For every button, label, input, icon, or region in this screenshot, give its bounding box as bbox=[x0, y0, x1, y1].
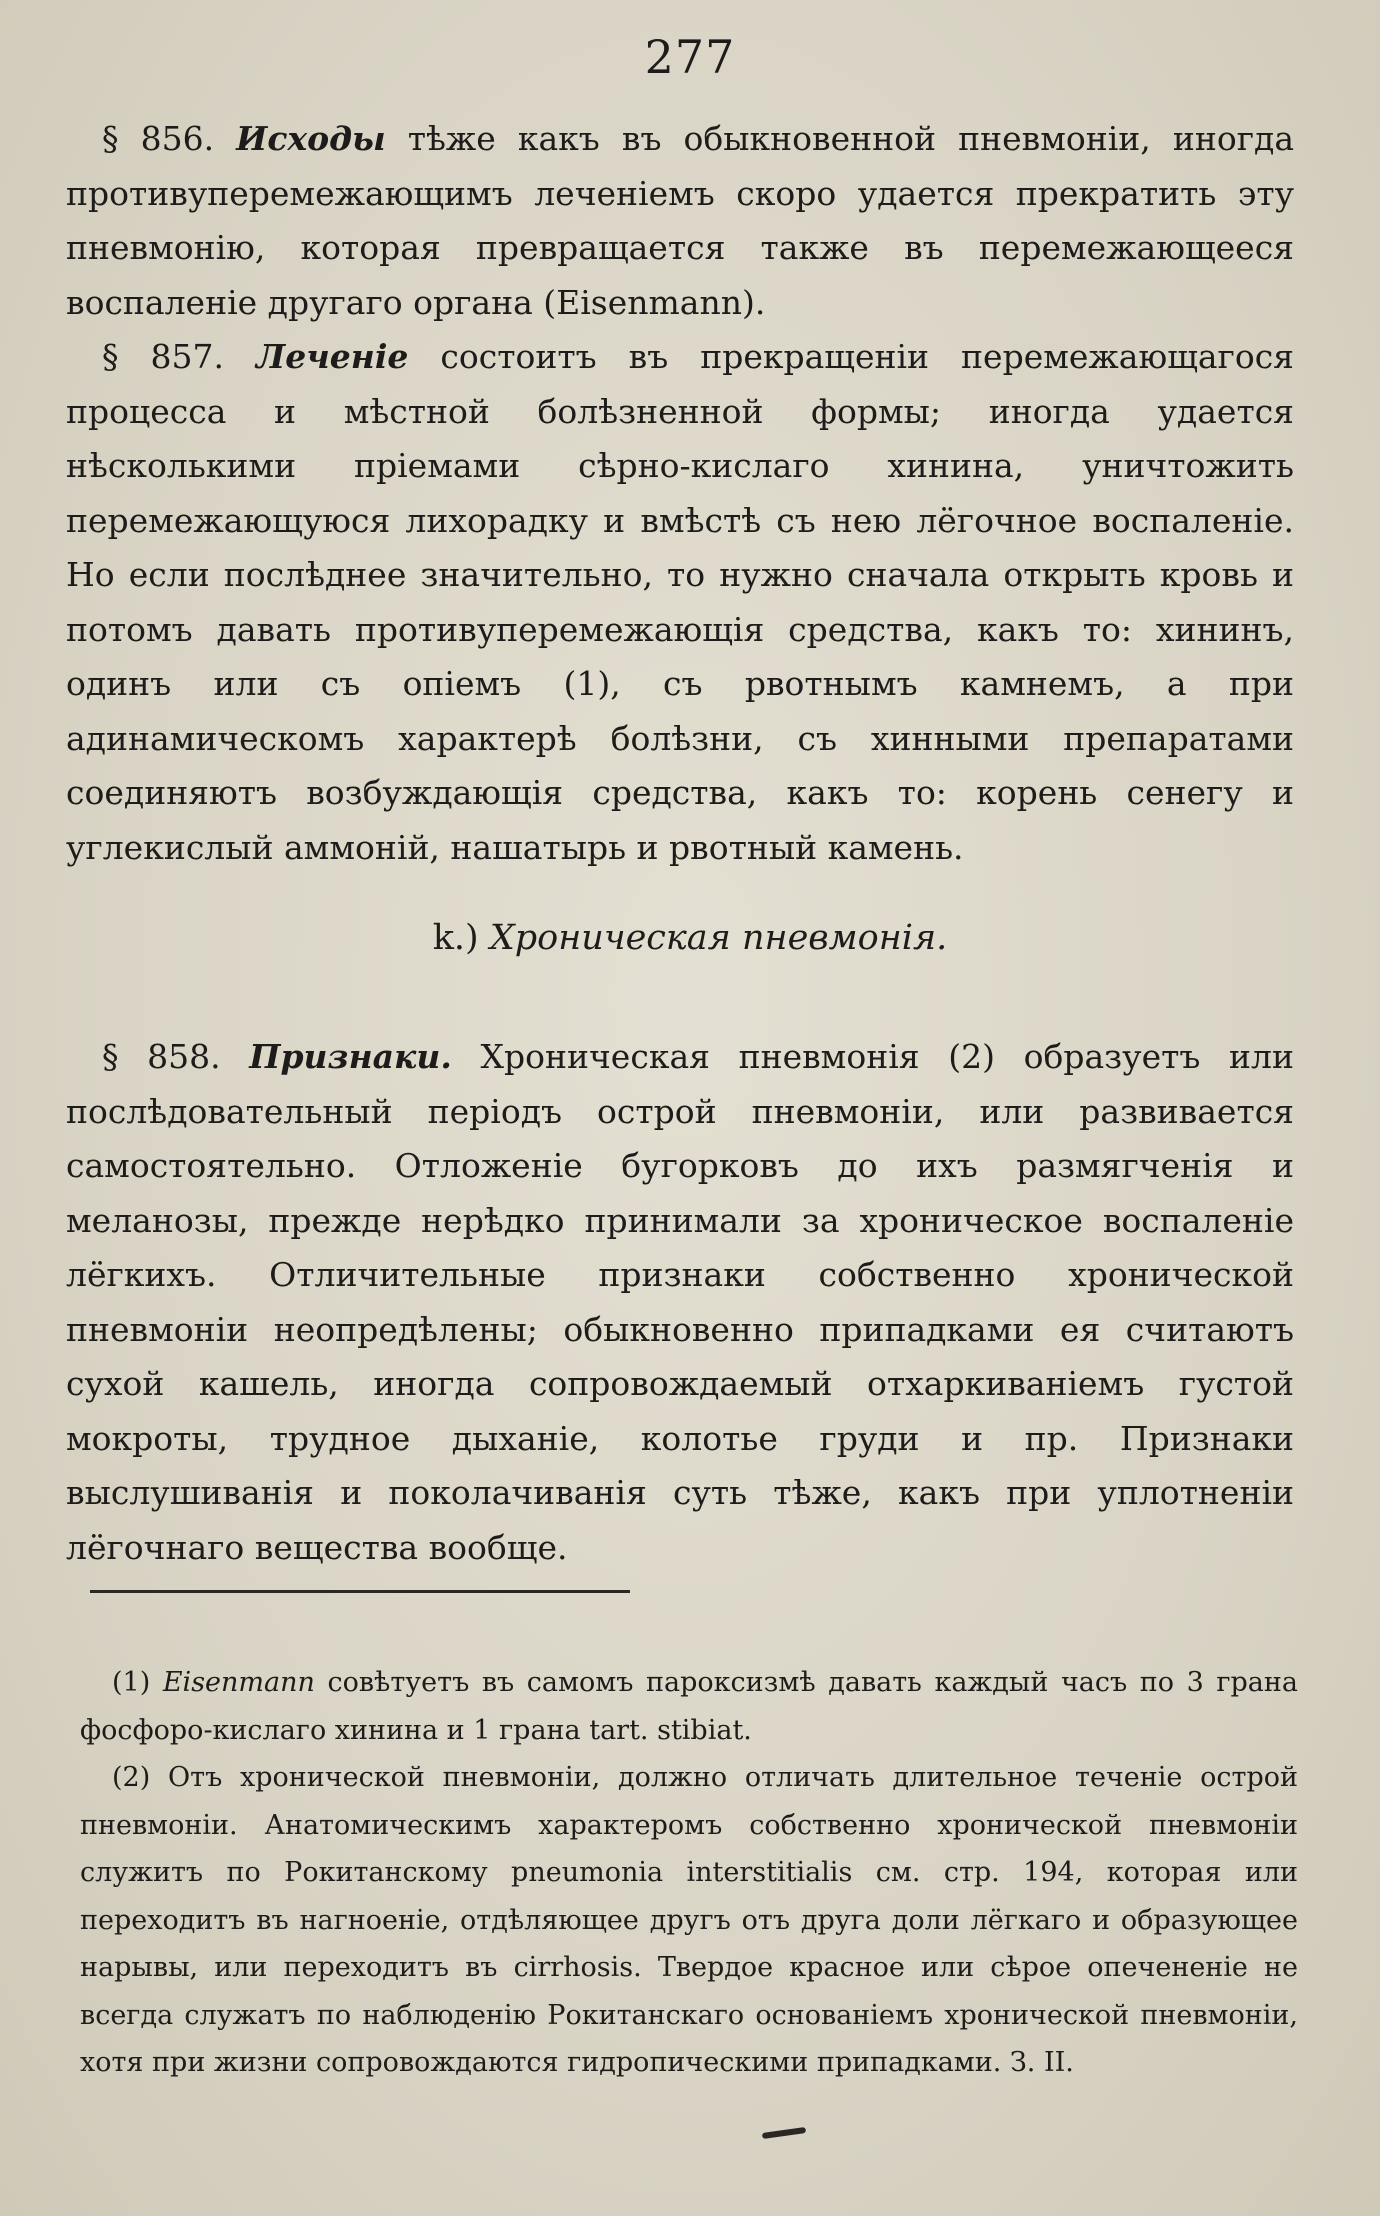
footnote-author: Eisenmann bbox=[162, 1667, 315, 1698]
footnote-marker: (1) bbox=[112, 1667, 151, 1698]
paragraph-text: Хроническая пневмонія (2) образуетъ или послѣдовательный періодъ острой пневмоніи, или развивается самостоятельно. Отложеніе бугорковъ до ихъ размягченія и меланозы, прежде нерѣдко принимали за хроническое воспаленіе лёгкихъ. Отличительные признаки собственно хронической пневмоніи неопредѣлены; обыкновенно припадками ея считаютъ сухой кашель, иногда сопровождаемый отхаркиваніемъ густой мокроты, трудное дыханіе, колотье груди и пр. Признаки выслушиванія и поколачиванія суть тѣже, какъ при уплотненіи лёгочнаго вещества вообще. bbox=[66, 1037, 1294, 1567]
section-keyword: Леченіе bbox=[256, 337, 409, 376]
chapter-heading bbox=[0, 918, 1380, 958]
paragraph-text: тѣже какъ въ обыкновенной пневмоніи, иногда противуперемежающимъ леченіемъ скоро удается прекратить эту пневмонію, которая превращается также въ перемежающееся воспаленіе другаго органа (Eisenmann). bbox=[66, 119, 1294, 322]
heading-title: Хроническая пневмонія. bbox=[489, 918, 948, 958]
paragraph-856 bbox=[66, 112, 1294, 330]
section-858-text bbox=[66, 1030, 1294, 1575]
footnote-marker: (2) bbox=[112, 1762, 151, 1793]
section-number: § 858. bbox=[102, 1037, 221, 1076]
section-number: § 857. bbox=[102, 337, 224, 376]
section-keyword: Признаки. bbox=[249, 1037, 452, 1076]
section-number: § 856. bbox=[102, 119, 215, 158]
page-number: 277 bbox=[644, 30, 736, 84]
footnote-divider bbox=[90, 1590, 630, 1593]
paragraph-858 bbox=[66, 1030, 1294, 1575]
footnote-2 bbox=[80, 1754, 1298, 2087]
section-keyword: Исходы bbox=[236, 119, 386, 158]
footnote-1 bbox=[80, 1659, 1298, 1754]
footnotes bbox=[80, 1659, 1298, 2087]
heading-letter: k.) bbox=[432, 918, 479, 958]
ink-mark bbox=[762, 2127, 806, 2139]
paragraph-857 bbox=[66, 330, 1294, 875]
paragraph-text: состоитъ въ прекращеніи перемежающагося процесса и мѣстной болѣзненной формы; иногда удается нѣсколькими пріемами сѣрно-кислаго хинина, уничтожить перемежающуюся лихорадку и вмѣстѣ съ нею лёгочное воспаленіе. Но если послѣднее значительно, то нужно сначала открыть кровь и потомъ давать противуперемежающія средства, какъ то: хининъ, одинъ или съ опіемъ (1), съ рвотнымъ камнемъ, а при адинамическомъ характерѣ болѣзни, съ хинными препаратами соединяютъ возбуждающія средства, какъ то: корень сенегу и углекислый аммоній, нашатырь и рвотный камень. bbox=[66, 337, 1295, 867]
footnote-text: совѣтуетъ въ самомъ пароксизмѣ давать каждый часъ по 3 грана фосфоро-кислаго хинина и 1 грана tart. stibiat. bbox=[80, 1667, 1298, 1746]
footnote-text: Отъ хронической пневмоніи, должно отличать длительное теченіе острой пневмоніи. Анатомическимъ характеромъ собственно хронической пневмоніи служитъ по Рокитанскому pneumonia interstitialis см. стр. 194, которая или переходитъ въ нагноеніе, отдѣляющее другъ отъ друга доли лёгкаго и образующее нарывы, или переходитъ въ cirrhosis. Твердое красное или сѣрое опечененіе не всегда служатъ по наблюденію Рокитанскаго основаніемъ хронической пневмоніи, хотя при жизни сопровождаются гидропическими припадками. З. II. bbox=[80, 1762, 1298, 2078]
top-section-text bbox=[66, 112, 1294, 875]
